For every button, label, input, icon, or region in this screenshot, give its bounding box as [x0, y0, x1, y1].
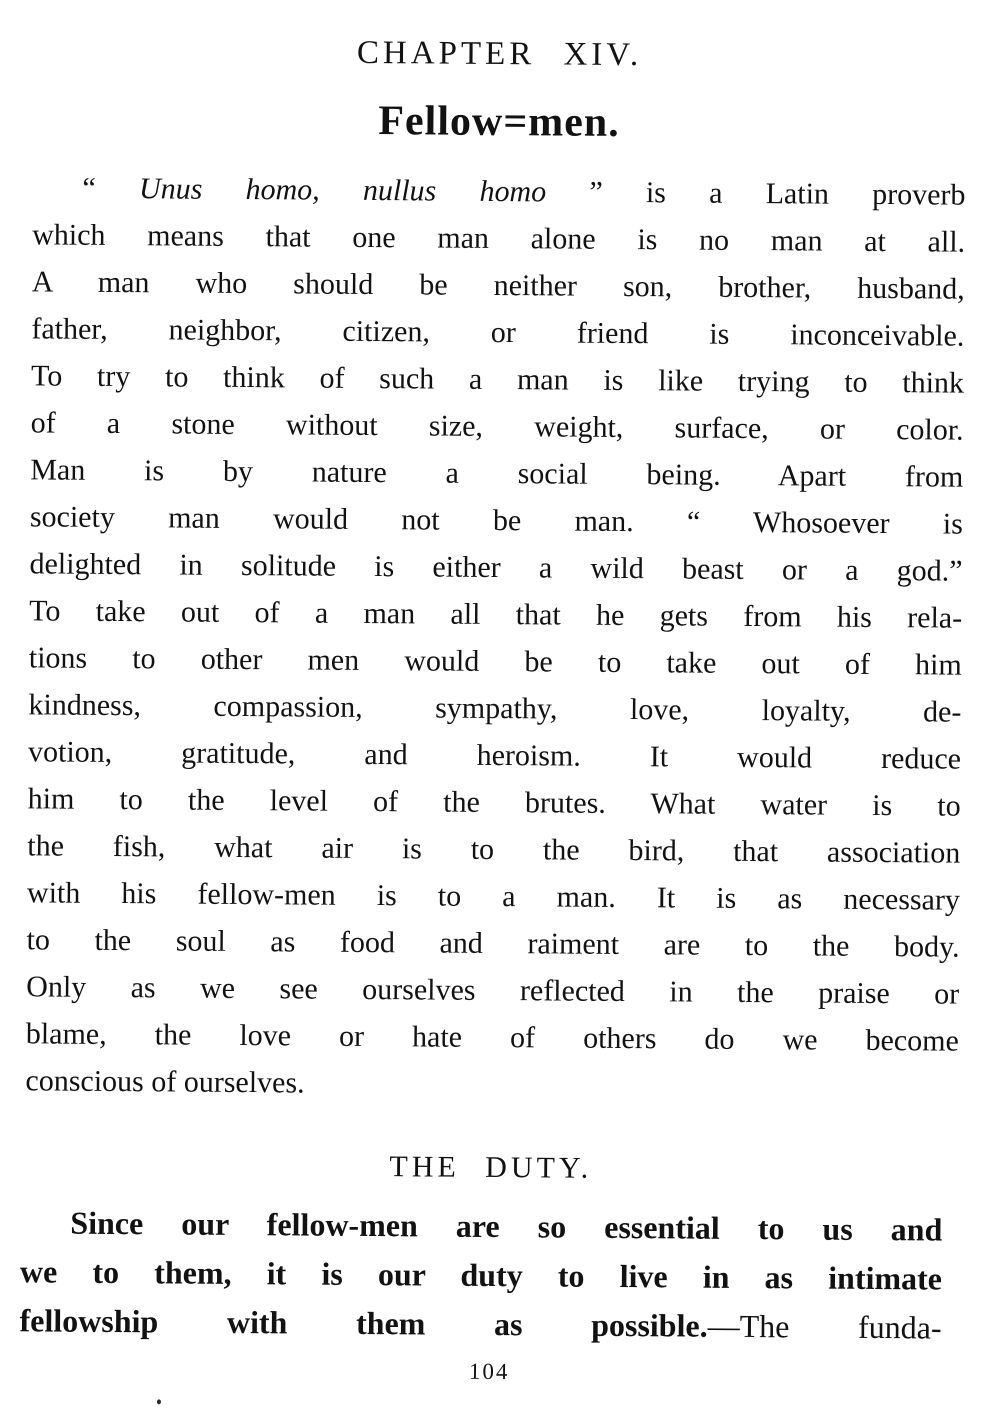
- text-line: Man is by nature a social being. Apart from: [30, 453, 964, 494]
- text-line: To try to think of such a man is like trying to think: [30, 359, 965, 400]
- page-number: 104: [468, 1358, 510, 1385]
- text-line: which means that one man alone is no man at all.: [32, 218, 966, 259]
- text-line: “ Unus homo, nullus homo ” is a Latin proverb: [82, 171, 966, 212]
- text-line: tions to other men would be to take out of him: [28, 641, 962, 682]
- text-line: we to them, it is our duty to live in as intimate: [19, 1253, 943, 1297]
- duty-paragraph: [19, 1198, 942, 1352]
- text-line: A man who should be neither son, brother, husband,: [31, 265, 965, 306]
- text-line: conscious of ourselves.: [25, 1064, 305, 1100]
- text-line: delighted in solitude is either a wild beast or a god.”: [29, 547, 963, 588]
- text-line: society man would not be man. “ Whosoever is: [29, 500, 964, 541]
- text-line: To take out of a man all that he gets from his rela-: [29, 594, 963, 635]
- section-heading: THE DUTY.: [389, 1150, 593, 1185]
- main-paragraph: [25, 164, 965, 1111]
- text-line: kindness, compassion, sympathy, love, loyalty, de-: [28, 688, 962, 729]
- text-line: with his fellow-men is to a man. It is as necessary: [26, 876, 961, 917]
- text-line: father, neighbor, citizen, or friend is inconceivable.: [31, 312, 965, 353]
- text-line: Since our fellow-men are so essential to us and: [70, 1204, 943, 1248]
- text-line: fellowship with them as possible.—The funda-: [19, 1302, 942, 1346]
- chapter-heading: CHAPTER XIV.: [356, 34, 643, 74]
- chapter-title: Fellow=men.: [378, 98, 620, 146]
- text-line: votion, gratitude, and heroism. It would reduce: [27, 735, 962, 776]
- text-line: the fish, what air is to the bird, that association: [27, 829, 961, 870]
- text-line: Only as we see ourselves reflected in the praise or: [26, 970, 960, 1011]
- scan-speck: [157, 1399, 161, 1404]
- text-line: of a stone without size, weight, surface, or color.: [30, 406, 964, 447]
- text-line: blame, the love or hate of others do we become: [25, 1017, 959, 1058]
- text-line: him to the level of the brutes. What water is to: [27, 782, 961, 823]
- text-line: to the soul as food and raiment are to the body.: [26, 923, 960, 964]
